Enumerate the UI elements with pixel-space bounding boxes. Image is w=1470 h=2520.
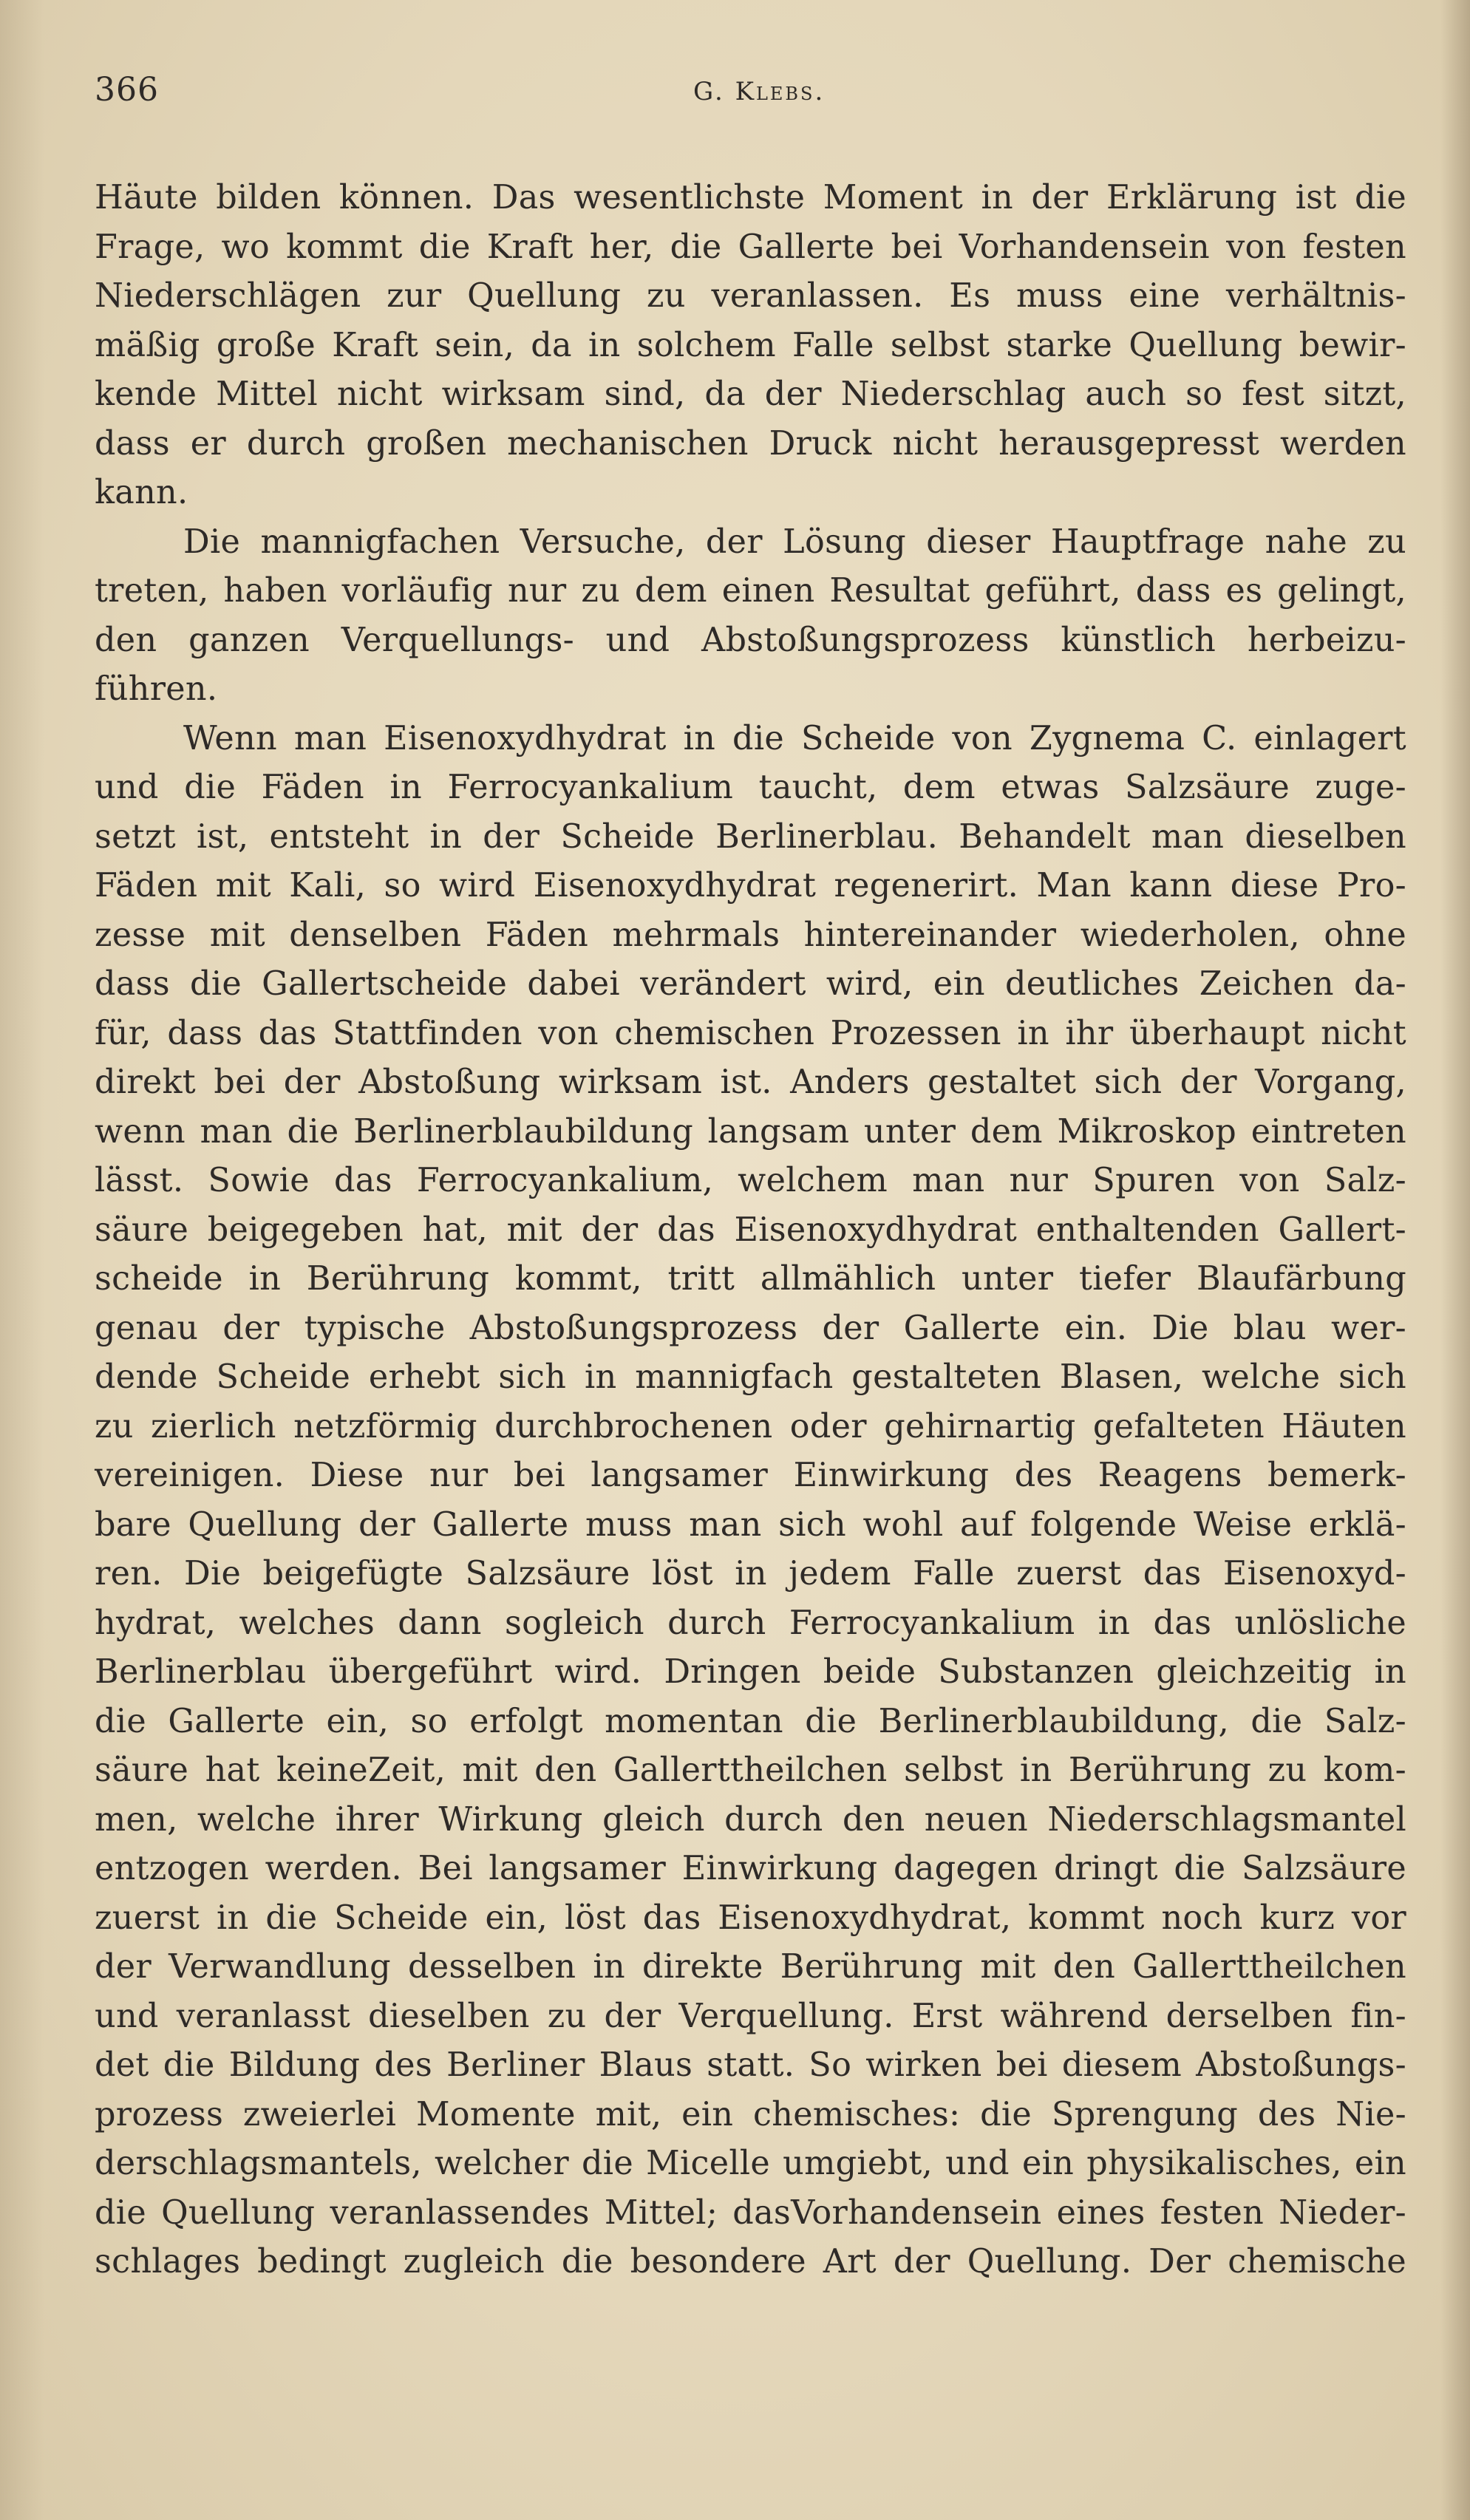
text-line: Fäden mit Kali, so wird Eisenoxydhydrat regenerirt. Man kann diese Pro-	[95, 867, 1406, 905]
text-line: direkt bei der Abstoßung wirksam ist. Anders gestaltet sich der Vorgang,	[95, 1063, 1406, 1101]
text-line: die Gallerte ein, so erfolgt momentan die Berlinerblaubildung, die Salz-	[95, 1702, 1406, 1740]
text-line: setzt ist, entsteht in der Scheide Berlinerblau. Behandelt man dieselben	[95, 817, 1406, 856]
text-line: Wenn man Eisenoxydhydrat in die Scheide von Zygnema C. einlagert	[183, 719, 1406, 757]
text-line: mäßig große Kraft sein, da in solchem Falle selbst starke Quellung bewir-	[95, 326, 1406, 364]
text-line: hydrat, welches dann sogleich durch Ferrocyankalium in das unlösliche	[95, 1604, 1406, 1642]
text-line: säure beigegeben hat, mit der das Eisenoxydhydrat enthaltenden Gallert-	[95, 1210, 1406, 1249]
page-shadow-left	[0, 0, 44, 2520]
text-line: und veranlasst dieselben zu der Verquellung. Erst während derselben fin-	[95, 1997, 1406, 2035]
text-line: zesse mit denselben Fäden mehrmals hintereinander wiederholen, ohne	[95, 916, 1406, 954]
page-number: 366	[95, 71, 159, 109]
text-line: dass die Gallertscheide dabei verändert wird, ein deutliches Zeichen da-	[95, 965, 1406, 1003]
text-line: entzogen werden. Bei langsamer Einwirkung dagegen dringt die Salzsäure	[95, 1850, 1406, 1887]
text-line: lässt. Sowie das Ferrocyankalium, welchem man nur Spuren von Salz-	[95, 1162, 1406, 1199]
page-header	[95, 71, 1395, 123]
text-line: Frage, wo kommt die Kraft her, die Gallerte bei Vorhandensein von festen	[95, 228, 1406, 266]
text-line: die Quellung veranlassendes Mittel; dasVorhandensein eines festen Nieder-	[95, 2193, 1406, 2232]
text-line: Niederschlägen zur Quellung zu veranlassen. Es muss eine verhältnis-	[95, 277, 1406, 315]
text-line: ren. Die beigefügte Salzsäure löst in jedem Falle zuerst das Eisenoxyd-	[95, 1555, 1406, 1593]
text-line: wenn man die Berlinerblaubildung langsam unter dem Mikroskop eintreten	[95, 1112, 1406, 1151]
page-shadow-right	[1440, 0, 1470, 2520]
text-line: schlages bedingt zugleich die besondere Art der Quellung. Der chemische	[95, 2243, 1406, 2281]
text-line: prozess zweierlei Momente mit, ein chemisches: die Sprengung des Nie-	[95, 2095, 1406, 2134]
text-line: säure hat keineZeit, mit den Gallerttheilchen selbst in Berührung zu kom-	[95, 1751, 1406, 1789]
text-line: vereinigen. Diese nur bei langsamer Einwirkung des Reagens bemerk-	[95, 1457, 1406, 1494]
text-line: dende Scheide erhebt sich in mannigfach gestalteten Blasen, welche sich	[95, 1358, 1406, 1396]
text-line: Die mannigfachen Versuche, der Lösung dieser Hauptfrage nahe zu	[183, 522, 1406, 561]
text-line: führen.	[95, 670, 218, 708]
text-line: zuerst in die Scheide ein, löst das Eisenoxydhydrat, kommt noch kurz vor	[95, 1898, 1406, 1937]
running-head: G. Klebs.	[693, 77, 826, 106]
text-line: genau der typische Abstoßungsprozess der Gallerte ein. Die blau wer-	[95, 1309, 1406, 1347]
text-line: und die Fäden in Ferrocyankalium taucht, dem etwas Salzsäure zuge-	[95, 769, 1406, 806]
text-line: Berlinerblau übergeführt wird. Dringen beide Substanzen gleichzeitig in	[95, 1653, 1406, 1691]
text-line: kann.	[95, 474, 188, 511]
text-line: derschlagsmantels, welcher die Micelle umgiebt, und ein physikalisches, ein	[95, 2145, 1406, 2182]
text-line: den ganzen Verquellungs- und Abstoßungsprozess künstlich herbeizu-	[95, 621, 1406, 659]
text-line: der Verwandlung desselben in direkte Berührung mit den Gallerttheilchen	[95, 1948, 1406, 1986]
text-line: Häute bilden können. Das wesentlichste Moment in der Erklärung ist die	[95, 179, 1406, 217]
text-line: treten, haben vorläufig nur zu dem einen Resultat geführt, dass es gelingt,	[95, 572, 1406, 610]
text-line: für, dass das Stattfinden von chemischen Prozessen in ihr überhaupt nicht	[95, 1014, 1406, 1052]
text-line: scheide in Berührung kommt, tritt allmählich unter tiefer Blaufärbung	[95, 1260, 1406, 1298]
text-line: men, welche ihrer Wirkung gleich durch den neuen Niederschlagsmantel	[95, 1800, 1406, 1839]
text-line: zu zierlich netzförmig durchbrochenen oder gehirnartig gefalteten Häuten	[95, 1407, 1406, 1445]
text-line: kende Mittel nicht wirksam sind, da der Niederschlag auch so fest sitzt,	[95, 375, 1406, 413]
text-line: bare Quellung der Gallerte muss man sich wohl auf folgende Weise erklä-	[95, 1505, 1406, 1544]
text-line: dass er durch großen mechanischen Druck nicht herausgepresst werden	[95, 424, 1406, 463]
text-line: det die Bildung des Berliner Blaus statt. So wirken bei diesem Abstoßungs-	[95, 2046, 1406, 2084]
